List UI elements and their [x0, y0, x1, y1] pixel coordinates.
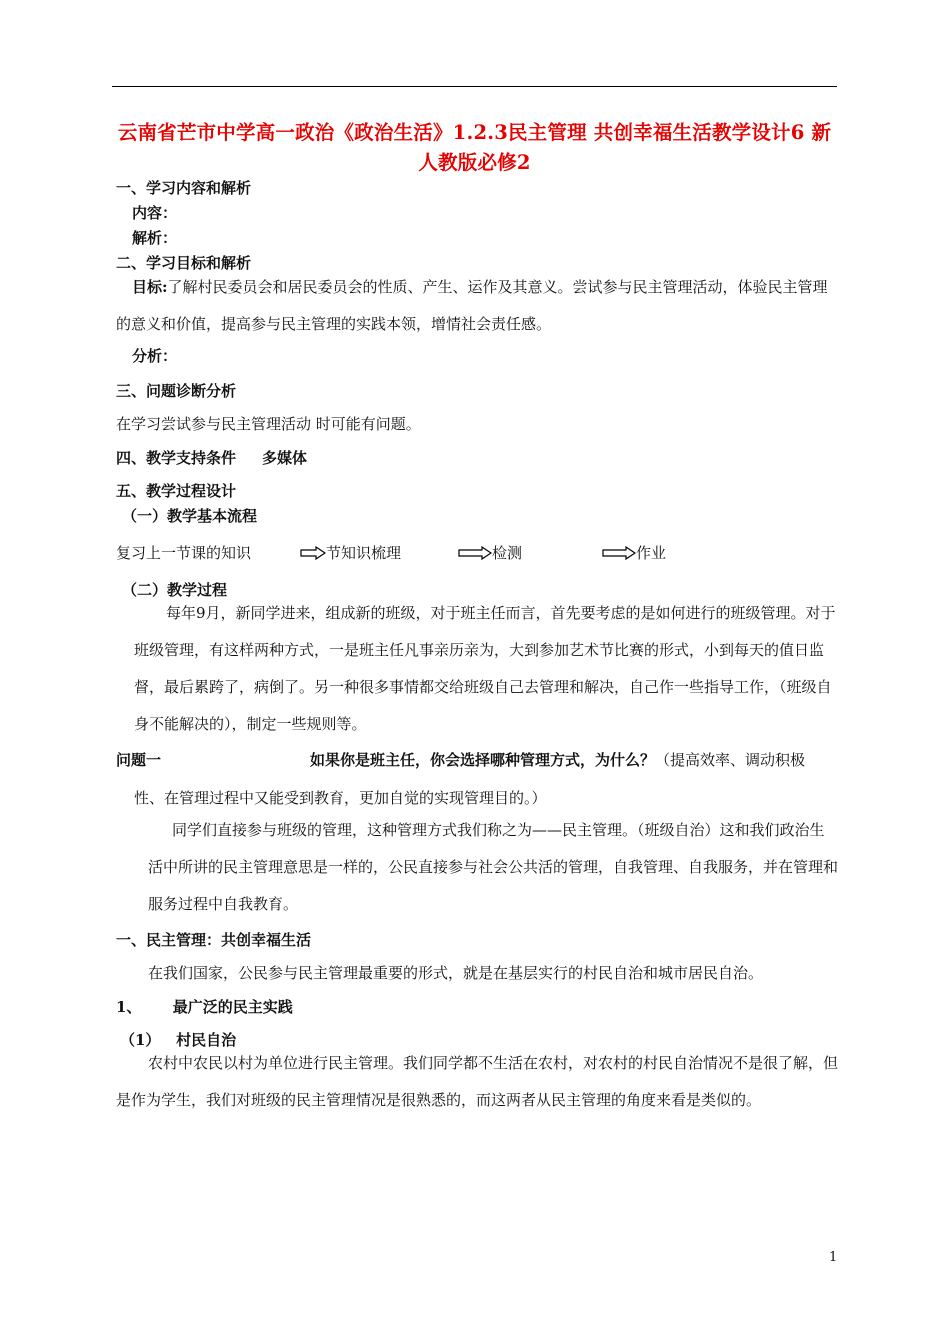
section-5-heading: 五、教学过程设计 — [116, 482, 237, 500]
flow-step-1: 复习上一节课的知识 — [116, 544, 252, 562]
section-3-heading: 三、问题诊断分析 — [116, 382, 237, 400]
flow-step-2: 节知识梳理 — [326, 544, 402, 562]
page-number: 1 — [829, 1250, 838, 1265]
part-1-intro: 在我们国家，公民参与民主管理最重要的形式，就是在基层实行的村民自治和城市居民自治。 — [148, 964, 764, 982]
analysis-label: 解析： — [132, 229, 178, 247]
question-answer-2: 性、在管理过程中又能受到教育，更加自觉的实现管理目的。） — [134, 789, 547, 807]
section-1-heading: 一、学习内容和解析 — [116, 179, 252, 197]
support-value: 多媒体 — [262, 449, 308, 467]
diagnosis-text: 在学习尝试参与民主管理活动 时可能有问题。 — [116, 415, 421, 433]
arrow-icon — [458, 546, 492, 560]
section-2-heading: 二、学习目标和解析 — [116, 254, 252, 272]
question-line — [310, 749, 805, 771]
analysis-label-2: 分析： — [132, 347, 178, 365]
header-rule — [112, 86, 837, 87]
goal-paragraph — [116, 269, 838, 343]
question-answer-1: （提高效率、调动积极 — [655, 751, 806, 769]
item-1-1-heading: （1） 村民自治 — [120, 1031, 237, 1049]
goal-label: 目标: — [132, 278, 168, 296]
arrow-icon — [602, 546, 636, 560]
arrow-icon — [300, 546, 326, 560]
question-label: 问题一 — [116, 751, 162, 769]
support-label: 四、教学支持条件 — [116, 449, 237, 467]
section-4-heading — [116, 447, 307, 469]
question-text: 如果你是班主任，你会选择哪种管理方式，为什么？ — [310, 751, 656, 769]
process-subheading: （二）教学过程 — [122, 581, 228, 599]
goal-text: 了解村民委员会和居民委员会的性质、产生、运作及其意义。尝试参与民主管理活动，体验民主管理的意义和价值，提高参与民主管理的实践本领，增情社会责任感。 — [116, 278, 828, 333]
paragraph-1: 每年9月，新同学进来，组成新的班级，对于班主任而言，首先要考虑的是如何进行的班级管理。对于班级管理，有这样两种方式，一是班主任凡事亲历亲为，大到参加艺术节比赛的形式，小到每天的值日监督，最后累跨了，病倒了。另一种很多事情都交给班级自己去管理和解决，自己作一些指导工作，（班级自身不能解决的），制定一些规则等。 — [134, 604, 836, 733]
part-1-heading: 一、民主管理：共创幸福生活 — [116, 931, 312, 949]
paragraph-2: 同学们直接参与班级的管理，这种管理方式我们称之为——民主管理。（班级自治）这和我们政治生活中所讲的民主管理意思是一样的，公民直接参与社会公共活的管理，自我管理、自我服务，并在管理和服务过程中自我教育。 — [148, 821, 839, 913]
flow-step-4: 作业 — [636, 544, 667, 562]
paragraph-3: 农村中农民以村为单位进行民主管理。我们同学都不生活在农村，对农村的村民自治情况不是很了解，但是作为学生，我们对班级的民主管理情况是很熟悉的，而这两者从民主管理的角度来看是类似的。 — [116, 1054, 839, 1109]
flow-subheading: （一）教学基本流程 — [122, 507, 258, 525]
content-label: 内容： — [132, 204, 178, 222]
document-title: 云南省芒市中学高一政治《政治生活》1.2.3民主管理 共创幸福生活教学设计6 新人教版必修2 — [117, 121, 832, 174]
flow-step-3: 检测 — [492, 544, 523, 562]
item-1-heading: 1、 最广泛的民主实践 — [116, 998, 293, 1016]
